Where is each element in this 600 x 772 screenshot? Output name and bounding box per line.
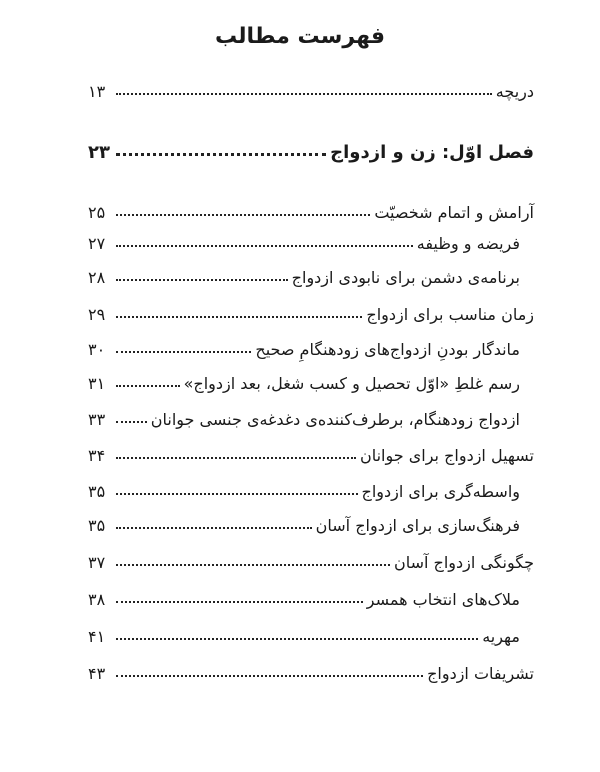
dot-leader [116,589,363,603]
toc-entry[interactable] [88,446,534,470]
toc-entry-chapter-1[interactable] [88,142,534,166]
toc-entry-page: ۳۱ [88,374,106,393]
toc-entry[interactable] [88,234,534,258]
toc-entry-page: ۴۱ [88,627,106,646]
toc-entry-page: ۲۳ [88,142,110,163]
dot-leader [116,141,326,156]
toc-entry[interactable] [88,340,534,364]
toc-entry-label: زمان مناسب برای ازدواج [366,305,534,324]
dot-leader [116,515,312,529]
toc-entry-page: ۳۷ [88,553,106,572]
dot-leader [116,304,362,318]
dot-leader [116,81,492,95]
toc-entry-preface[interactable] [88,82,534,106]
toc-entry[interactable] [88,627,534,651]
toc-entry-page: ۳۴ [88,446,106,465]
dot-leader [116,373,180,387]
toc-entry-page: ۲۸ [88,268,106,287]
toc-entry-page: ۲۹ [88,305,106,324]
toc-entry-label: ازدواج زودهنگام، برطرف‌کننده‌ی دغدغه‌ی جنسی جوانان [150,410,520,429]
toc-entry-label: تسهیل ازدواج برای جوانان [359,446,534,465]
toc-entry-label: تشریفات ازدواج [427,664,534,683]
toc-entry[interactable] [88,590,534,614]
toc-entry[interactable] [88,553,534,577]
toc-entry-page: ۳۰ [88,340,106,359]
toc-entry-label: رسم غلطِ «اوّل تحصیل و کسب شغل، بعد ازدواج» [183,374,520,393]
toc-entry-label: واسطه‌گری برای ازدواج [361,482,520,501]
toc-entry[interactable] [88,516,534,540]
toc-entry-page: ۳۳ [88,410,106,429]
toc-entry-label: مهریه [482,627,520,646]
dot-leader [116,267,288,281]
toc-entry[interactable] [88,374,534,398]
toc-entry-label: ماندگار بودنِ ازدواج‌های زودهنگامِ صحیح [255,340,520,359]
toc-entry-label: چگونگی ازدواج آسان [393,553,534,572]
dot-leader [116,552,390,566]
dot-leader [116,202,370,216]
toc-entry-page: ۳۸ [88,590,106,609]
toc-entry-label: فرهنگ‌سازی برای ازدواج آسان [315,516,520,535]
toc-entry[interactable] [88,203,534,227]
dot-leader [116,481,358,495]
toc-entry[interactable] [88,410,534,434]
toc-entry-label: فصل اوّل: زن و ازدواج [330,142,534,163]
page-title: فهرست مطالب [214,24,386,49]
toc-entry-label: آرامش و اتمام شخصیّت [374,203,534,222]
toc-entry-page: ۲۷ [88,234,106,253]
toc-entry[interactable] [88,268,534,292]
dot-leader [116,409,147,423]
toc-entry-label: برنامه‌ی دشمن برای نابودی ازدواج [291,268,520,287]
dot-leader [116,445,356,459]
toc-entry-page: ۳۵ [88,482,106,501]
toc-entry-page: ۱۳ [88,82,106,101]
dot-leader [116,233,413,247]
toc-entry[interactable] [88,305,534,329]
toc-entry-label: ملاک‌های انتخاب همسر [366,590,520,609]
toc-entry-label: دریچه [495,82,534,101]
toc-entry-page: ۲۵ [88,203,106,222]
toc-entry[interactable] [88,482,534,506]
dot-leader [116,663,423,677]
toc-entry[interactable] [88,664,534,688]
dot-leader [116,626,478,640]
dot-leader [116,339,251,353]
toc-entry-page: ۳۵ [88,516,106,535]
toc-entry-page: ۴۳ [88,664,106,683]
toc-entry-label: فریضه و وظیفه [416,234,520,253]
